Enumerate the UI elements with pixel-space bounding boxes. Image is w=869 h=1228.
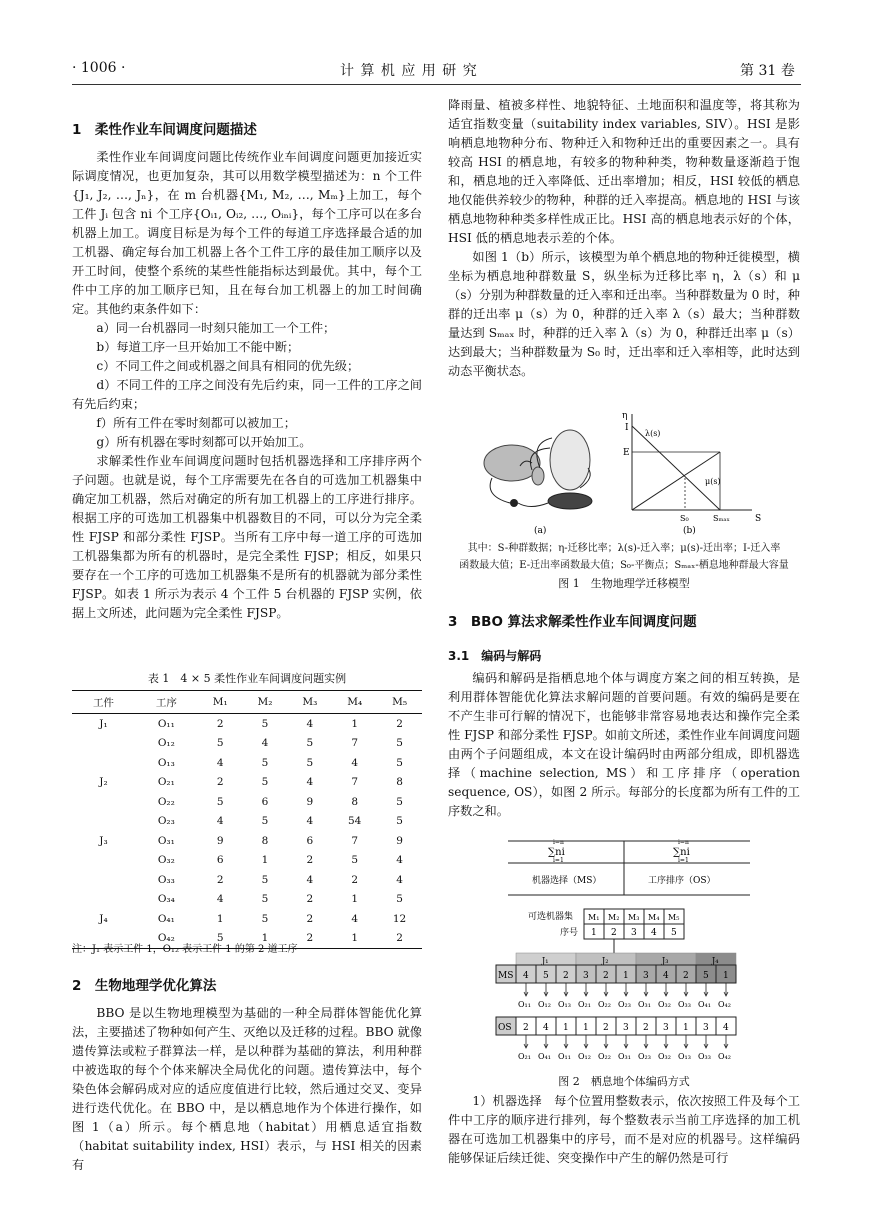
table-cell-time: 4 bbox=[216, 893, 224, 906]
table-cell-time: 5 bbox=[396, 815, 403, 828]
table-cell-time: 8 bbox=[396, 776, 403, 789]
section-1-paragraph-2: 求解柔性作业车间调度问题时包括机器选择和工序排序两个子问题。也就是说，每个工序需要先在各自的可选加工机器集中确定加工机器，然后对确定的所有加工机器上的工序进行排序。根据工序的可选加工机器集中机器数目的不同，可以分为完全柔性 FJSP 和部分柔性 FJSP。当所有工序中每一道工序的可选加工机器集都为所有的机器时，是完全柔性 FJSP；相反，如果只要存在一个工序的可选加工机器集不是所有的机器就为部分柔性 FJSP。如表 1 所示为表示 4 个工件 5 台机器的 FJSP 实例，依据上文所述，此问题为完全柔性 FJSP。 bbox=[72, 454, 422, 620]
S0-label: S₀ bbox=[680, 514, 689, 523]
job-label: J₄ bbox=[712, 956, 719, 965]
ms-operation-label: O₃₁ bbox=[638, 1000, 651, 1009]
S-axis-label: S bbox=[755, 514, 762, 524]
ms-gene-value: 3 bbox=[583, 971, 589, 981]
ms-gene-value: 5 bbox=[543, 971, 549, 981]
table-cell-time: 5 bbox=[351, 854, 359, 867]
ms-operation-label: O₄₁ bbox=[698, 1000, 711, 1009]
table-1-note: 注：J₁ 表示工件 1，O₁₂ 表示工件 1 的第 2 道工序 bbox=[72, 944, 298, 955]
table-cell-time: 1 bbox=[243, 929, 288, 949]
section-3-1-title: 3.1 编码与解码 bbox=[448, 649, 542, 663]
os-row bbox=[496, 1017, 736, 1061]
table-cell-time: 5 bbox=[261, 756, 269, 769]
right-text-block-2 bbox=[448, 669, 800, 821]
table-cell-time: 9 bbox=[396, 834, 403, 847]
ms-gene-value: 4 bbox=[523, 971, 529, 981]
table-cell-operation: O₃₃ bbox=[157, 873, 175, 886]
machine-label: M₁ bbox=[588, 913, 600, 922]
os-label: OS bbox=[498, 1023, 512, 1033]
ms-operation-label: O₂₂ bbox=[598, 1000, 611, 1009]
index-value: 4 bbox=[651, 928, 657, 938]
table-cell-time: 5 bbox=[306, 737, 314, 750]
table-row bbox=[72, 792, 422, 812]
table-cell-time: 8 bbox=[261, 834, 269, 847]
os-operation-label: O₄₂ bbox=[718, 1052, 731, 1061]
section-1-title: 1 柔性作业车间调度问题描述 bbox=[72, 122, 257, 138]
journal-title: 计 算 机 应 用 研 究 bbox=[340, 63, 478, 79]
table-cell-job: J₂ bbox=[99, 776, 108, 789]
table-cell-time: 5 bbox=[261, 815, 269, 828]
table-cell-job bbox=[72, 734, 135, 754]
table-cell-job bbox=[72, 851, 135, 871]
volume-label: 第 31 卷 bbox=[740, 63, 795, 79]
table-row bbox=[72, 734, 422, 754]
ms-gene-value: 1 bbox=[623, 971, 629, 981]
constraint-g: g）所有机器在零时刻都可以开始加工。 bbox=[96, 435, 312, 449]
table-header-row bbox=[72, 691, 422, 714]
table-row bbox=[72, 714, 422, 734]
os-box-label: 工序排序（OS） bbox=[648, 876, 716, 886]
os-gene-value: 3 bbox=[703, 1023, 709, 1033]
table-cell-operation: O₃₄ bbox=[157, 893, 175, 906]
table-cell-time: 5 bbox=[261, 776, 269, 789]
machine-label: M₃ bbox=[628, 913, 640, 922]
ms-row bbox=[496, 965, 736, 1009]
section-2-title: 2 生物地理学优化算法 bbox=[72, 978, 217, 994]
habitat-diagram bbox=[484, 430, 592, 536]
table-cell-operation: O₃₁ bbox=[157, 834, 175, 847]
left-text-block-2 bbox=[72, 1004, 422, 1175]
ms-box-label: 机器选择（MS） bbox=[532, 876, 602, 886]
ms-gene-value: 4 bbox=[663, 971, 669, 981]
mu-label: μ(s) bbox=[705, 477, 721, 486]
table-cell-time: 5 bbox=[396, 893, 403, 906]
ms-operation-label: O₁₂ bbox=[538, 1000, 551, 1009]
table-cell-time: 7 bbox=[351, 834, 359, 847]
table-cell-job: J₃ bbox=[99, 834, 108, 847]
table-cell-time: 2 bbox=[306, 854, 314, 867]
table-cell-job bbox=[72, 753, 135, 773]
figure-1-legend-1: 其中：S-种群数据；η-迁移比率；λ(s)-迁入率；μ(s)-迁出率；I-迁入率 bbox=[467, 543, 781, 554]
right-text-block-3 bbox=[448, 1092, 800, 1168]
table-cell-time: 4 bbox=[351, 756, 359, 769]
ms-gene-value: 1 bbox=[723, 971, 729, 981]
figure-1 bbox=[470, 408, 790, 538]
table-cell-time: 1 bbox=[332, 929, 377, 949]
table-cell-operation: O₄₂ bbox=[135, 929, 198, 949]
table-cell-job bbox=[72, 812, 135, 832]
table-cell-operation: O₂₁ bbox=[157, 776, 175, 789]
table-cell-time: 12 bbox=[392, 912, 407, 925]
table-header-cell: M₅ bbox=[377, 691, 422, 714]
table-cell-operation: O₁₁ bbox=[157, 717, 175, 730]
E-label: E bbox=[623, 448, 630, 458]
table-cell-time: 4 bbox=[306, 776, 314, 789]
eta-axis-label: η bbox=[622, 411, 628, 421]
ms-gene-value: 5 bbox=[703, 971, 709, 981]
right-paragraph-4: 1）机器选择 每个位置用整数表示，依次按照工件及每个工件中工序的顺序进行排列，每个整数表示当前工序选择的加工机器在可选加工机器集中的序号，而不是对应的机器号。这样编码能够保证后续迁徙、突变操作中产生的解仍然是可行 bbox=[448, 1094, 800, 1165]
table-1 bbox=[72, 690, 422, 949]
migration-arrow bbox=[518, 503, 548, 507]
table-cell-time: 6 bbox=[216, 854, 224, 867]
table-cell-time: 54 bbox=[347, 815, 362, 828]
table-cell-job: J₁ bbox=[99, 717, 108, 730]
right-paragraph-1: 降雨量、植被多样性、地貌特征、土地面积和温度等，将其称为适宜指数变量（suitability index variables, SIV）。HSI 是影响栖息地物种分布、物种迁入和物种迁出的重要因素之一。具有较高 HSI 的栖息地，有较多的物种种类，物种数量逐渐趋于饱和，栖息地的迁入率降低、迁出率增加；相反，HSI 较低的栖息地仅能供养较少的物种，种群的迁入率提高。栖息地的 HSI 与该栖息地物种种类多样性成正比。HSI 高的栖息地表示好的个体，HSI 低的栖息地表示差的个体。 bbox=[448, 98, 800, 245]
I-label: I bbox=[625, 423, 629, 433]
page-number: · 1006 · bbox=[72, 60, 126, 76]
os-length-sum: ∑ni bbox=[673, 847, 690, 858]
table-cell-time: 2 bbox=[396, 717, 403, 730]
index-value: 3 bbox=[631, 928, 637, 938]
figure-1a-label: (a) bbox=[534, 526, 547, 536]
Smax-label: Sₘₐₓ bbox=[713, 514, 730, 523]
table-cell-time: 5 bbox=[261, 717, 269, 730]
table-cell-time: 5 bbox=[306, 756, 314, 769]
table-row bbox=[72, 870, 422, 890]
os-operation-label: O₄₁ bbox=[538, 1052, 551, 1061]
os-gene-value: 3 bbox=[663, 1023, 669, 1033]
table-cell-time: 5 bbox=[396, 756, 403, 769]
ms-operation-label: O₁₁ bbox=[518, 1000, 531, 1009]
figure-2 bbox=[490, 835, 770, 1071]
migration-model-chart bbox=[622, 411, 761, 536]
table-cell-operation: O₁₃ bbox=[157, 756, 175, 769]
constraint-d: d）不同工件的工序之间没有先后约束，同一工件的工序之间有先后约束； bbox=[72, 378, 422, 411]
ms-sum-top: i=n bbox=[553, 839, 564, 846]
os-gene-value: 4 bbox=[543, 1023, 549, 1033]
table-cell-time: 5 bbox=[261, 912, 269, 925]
table-cell-time: 4 bbox=[396, 873, 403, 886]
table-header-cell: M₂ bbox=[243, 691, 288, 714]
machine-label: M₅ bbox=[668, 913, 680, 922]
table-cell-time: 4 bbox=[261, 737, 269, 750]
ms-operation-label: O₁₃ bbox=[558, 1000, 571, 1009]
lambda-label: λ(s) bbox=[645, 429, 661, 438]
table-header-cell: M₃ bbox=[287, 691, 332, 714]
index-value: 2 bbox=[611, 928, 617, 938]
figure-2-caption: 图 2 栖息地个体编码方式 bbox=[558, 1075, 690, 1088]
section-3-title: 3 BBO 算法求解柔性作业车间调度问题 bbox=[448, 614, 697, 630]
index-value: 5 bbox=[671, 928, 677, 938]
os-gene-value: 2 bbox=[603, 1023, 609, 1033]
table-cell-job bbox=[72, 792, 135, 812]
table-cell-operation: O₄₁ bbox=[157, 912, 175, 925]
ms-operation-label: O₂₃ bbox=[618, 1000, 631, 1009]
table-cell-time: 2 bbox=[306, 912, 314, 925]
table-cell-time: 5 bbox=[261, 873, 269, 886]
os-gene-value: 4 bbox=[723, 1023, 729, 1033]
ms-operation-label: O₂₁ bbox=[578, 1000, 591, 1009]
table-cell-time: 7 bbox=[351, 737, 359, 750]
table-cell-time: 5 bbox=[198, 929, 243, 949]
table-cell-time: 2 bbox=[287, 929, 332, 949]
table-cell-time: 4 bbox=[306, 815, 314, 828]
constraint-a: a）同一台机器同一时刻只能加工一个工件； bbox=[96, 321, 336, 335]
table-cell-time: 5 bbox=[216, 737, 224, 750]
table-cell-job: J₄ bbox=[99, 912, 108, 925]
section-2-paragraph-1: BBO 是以生物地理模型为基础的一种全局群体智能优化算法，主要描述了物种如何产生、灭绝以及迁移的过程。BBO 就像遗传算法或粒子群算法一样，是以种群为基础的算法，利用种群中被选取的每个个体来解决全局优化的问题。遗传算法中，每个染色体会解码成对应的适应度值进行比较，然后通过交叉、变异进行迭代优化。在 BBO 中，是以栖息地作为个体进行操作，如图 1（a）所示。每个栖息地（habitat）用栖息适宜指数（habitat suitability index, HSI）表示，与 HSI 相关的因素有 bbox=[72, 1006, 422, 1172]
table-cell-time: 5 bbox=[216, 795, 224, 808]
table-cell-time: 7 bbox=[351, 776, 359, 789]
os-operation-label: O₃₂ bbox=[658, 1052, 671, 1061]
os-gene-value: 1 bbox=[583, 1023, 589, 1033]
table-header-cell: M₁ bbox=[198, 691, 243, 714]
os-gene-value: 2 bbox=[643, 1023, 649, 1033]
habitat-ellipse bbox=[532, 467, 544, 485]
ms-operation-label: O₃₃ bbox=[678, 1000, 691, 1009]
habitat-dot bbox=[510, 499, 518, 507]
ms-gene-value: 3 bbox=[643, 971, 649, 981]
table-header-cell: M₄ bbox=[332, 691, 377, 714]
section-1-paragraph-1: 柔性作业车间调度问题比传统作业车间调度问题更加接近实际调度情况，也更加复杂，其可以用数学模型描述为：n 个工件{J₁, J₂, …, Jₙ}，在 m 台机器{M₁, M₂, …, Mₘ}上加工，每个工件 Jᵢ 包含 ni 个工序{Oᵢ₁, Oᵢ₂, …, Oᵢₙᵢ}，每个工序可以在多台机器上加工。调度目标是为每个工件的每道工序选择最合适的加工机器、确定每台加工机器上各个工件工序的最佳加工顺序以及开工时间，使整个系统的某些性能指标达到最优。其中，每个工件中工序的加工顺序已知，且在每台加工机器上的加工时间确定。其他约束条件如下： bbox=[72, 150, 422, 316]
table-cell-time: 2 bbox=[351, 873, 359, 886]
table-header-cell: 工件 bbox=[72, 691, 135, 714]
table-cell-time: 5 bbox=[396, 795, 403, 808]
habitat-ellipse bbox=[550, 430, 590, 490]
figure-1-legend-2: 函数最大值；E-迁出率函数最大值；S₀-平衡点；Sₘₐₓ-栖息地种群最大容量 bbox=[459, 560, 789, 571]
table-cell-job bbox=[72, 890, 135, 910]
os-gene-value: 1 bbox=[563, 1023, 569, 1033]
table-cell-time: 2 bbox=[377, 929, 422, 949]
constraint-b: b）每道工序一旦开始加工不能中断； bbox=[96, 340, 300, 354]
figure-1b-label: (b) bbox=[683, 526, 696, 536]
ms-gene-value: 2 bbox=[563, 971, 569, 981]
table-cell-operation: O₃₂ bbox=[157, 854, 175, 867]
right-paragraph-2: 如图 1（b）所示，该模型为单个栖息地的物种迁徙模型，横坐标为栖息地种群数量 S，纵坐标为迁移比率 η，λ（s）和 μ（s）分别为种群数量的迁入率和迁出率。当种群数量为 0 时，种群的迁出率 μ（s）为 0，种群的迁入率 λ（s）最大；当种群数量达到 Sₘₐₓ 时，种群的迁入率 λ（s）为 0，种群迁出率 μ（s）达到最大；当种群数量为 S₀ 时，迁出率和迁入率相等，此时达到动态平衡状态。 bbox=[448, 250, 800, 378]
os-gene-value: 1 bbox=[683, 1023, 689, 1033]
os-sum-top: i=n bbox=[678, 839, 689, 846]
os-gene-value: 3 bbox=[623, 1023, 629, 1033]
table-cell-operation: O₂₂ bbox=[157, 795, 175, 808]
os-operation-label: O₂₁ bbox=[518, 1052, 531, 1061]
job-label: J₂ bbox=[602, 956, 609, 965]
ms-gene-value: 2 bbox=[603, 971, 609, 981]
table-cell-time: 1 bbox=[351, 717, 359, 730]
table-row bbox=[72, 812, 422, 832]
right-paragraph-3: 编码和解码是指栖息地个体与调度方案之间的相互转换，是利用群体智能优化算法求解问题的首要问题。有效的编码是要在不产生非可行解的情况下，也能够非常容易地表达和操作完全柔性 FJSP 和部分柔性 FJSP。如前文所述，柔性作业车间调度问题由两个子问题组成，本文在设计编码时由两部分组成，即机器选择（machine selection, MS）和工序排序（operation sequence, OS），如图 2 所示。每部分的长度都为所有工件的工序数之和。 bbox=[448, 671, 800, 818]
table-1-caption: 表 1 4 × 5 柔性作业车间调度问题实例 bbox=[147, 672, 347, 685]
table-header-cell: 工序 bbox=[135, 691, 198, 714]
os-operation-label: O₁₂ bbox=[578, 1052, 591, 1061]
table-cell-time: 9 bbox=[216, 834, 224, 847]
ms-gene-value: 2 bbox=[683, 971, 689, 981]
table-cell-time: 5 bbox=[396, 737, 403, 750]
machine-set-label: 可选机器集 bbox=[528, 912, 574, 922]
habitat-ellipse bbox=[548, 493, 592, 509]
lambda-line bbox=[632, 426, 720, 510]
ms-length-sum: ∑ni bbox=[548, 847, 565, 858]
os-operation-label: O₃₁ bbox=[618, 1052, 631, 1061]
os-operation-label: O₂₂ bbox=[598, 1052, 611, 1061]
ms-sum-bottom: i=1 bbox=[553, 857, 564, 864]
index-label: 序号 bbox=[560, 928, 579, 938]
table-cell-time: 4 bbox=[306, 873, 314, 886]
table-cell-time: 4 bbox=[216, 756, 224, 769]
os-operation-label: O₃₃ bbox=[698, 1052, 711, 1061]
job-header-row bbox=[516, 953, 736, 965]
table-row bbox=[72, 753, 422, 773]
table-cell-operation: O₁₂ bbox=[157, 737, 175, 750]
left-text-block-1 bbox=[72, 148, 422, 623]
table-cell-time: 6 bbox=[306, 834, 314, 847]
os-operation-label: O₁₁ bbox=[558, 1052, 571, 1061]
ms-operation-label: O₃₂ bbox=[658, 1000, 671, 1009]
os-sum-bottom: i=1 bbox=[678, 857, 689, 864]
table-cell-time: 6 bbox=[261, 795, 269, 808]
table-cell-time: 1 bbox=[261, 854, 269, 867]
figure-1-caption: 图 1 生物地理学迁移模型 bbox=[558, 577, 690, 590]
table-cell-time: 9 bbox=[306, 795, 314, 808]
right-text-block-1 bbox=[448, 96, 800, 381]
header-rule bbox=[72, 84, 801, 85]
table-row bbox=[72, 890, 422, 910]
table-row bbox=[72, 909, 422, 929]
table-cell-time: 2 bbox=[216, 717, 224, 730]
machine-label: M₄ bbox=[648, 913, 660, 922]
table-cell-time: 1 bbox=[216, 912, 224, 925]
table-cell-time: 2 bbox=[216, 873, 224, 886]
table-cell-time: 4 bbox=[351, 912, 359, 925]
table-cell-operation: O₂₃ bbox=[157, 815, 175, 828]
os-gene-value: 2 bbox=[523, 1023, 529, 1033]
machine-label: M₂ bbox=[608, 913, 620, 922]
index-value: 1 bbox=[591, 928, 597, 938]
table-cell-time: 5 bbox=[261, 893, 269, 906]
os-operation-label: O₂₃ bbox=[638, 1052, 651, 1061]
constraint-c: c）不同工件之间或机器之间具有相同的优先级； bbox=[96, 359, 360, 373]
migration-arrow bbox=[490, 478, 510, 503]
table-cell-time: 4 bbox=[396, 854, 403, 867]
table-cell-time: 1 bbox=[351, 893, 359, 906]
table-cell-time: 2 bbox=[306, 893, 314, 906]
constraint-f: f）所有工件在零时刻都可以被加工； bbox=[96, 416, 296, 430]
os-operation-label: O₁₃ bbox=[678, 1052, 691, 1061]
job-label: J₁ bbox=[542, 956, 549, 965]
table-cell-job bbox=[72, 870, 135, 890]
table-cell-time: 4 bbox=[306, 717, 314, 730]
table-cell-time: 4 bbox=[216, 815, 224, 828]
table-row bbox=[72, 851, 422, 871]
machine-set-grid bbox=[584, 909, 684, 955]
ms-operation-label: O₄₂ bbox=[718, 1000, 731, 1009]
table-row bbox=[72, 831, 422, 851]
table-cell-time: 8 bbox=[351, 795, 359, 808]
ms-label: MS bbox=[498, 971, 514, 981]
table-row bbox=[72, 773, 422, 793]
table-cell-time: 2 bbox=[216, 776, 224, 789]
job-label: J₃ bbox=[662, 956, 669, 965]
